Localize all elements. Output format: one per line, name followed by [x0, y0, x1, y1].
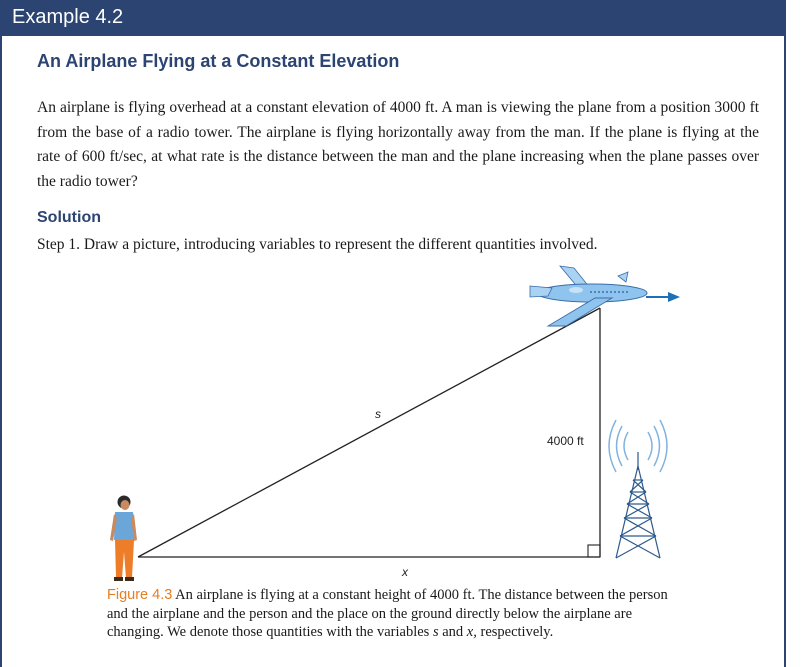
- base-label: x: [402, 565, 408, 579]
- figure-caption: [107, 586, 687, 642]
- hyp-label: s: [375, 407, 381, 421]
- solution-heading: Solution: [37, 209, 101, 226]
- example-header-title: Example 4.2: [12, 6, 124, 28]
- problem-text-2: A man is viewing the plane from a position: [441, 99, 711, 116]
- example-title: An Airplane Flying at a Constant Elevation: [37, 51, 400, 71]
- direction-arrow-icon: [646, 292, 680, 302]
- problem-text-4: at what rate is the distance between the man and the plane increasing when the plane passes over the radio tower?: [37, 148, 760, 190]
- person-icon: [110, 496, 137, 582]
- problem-text-3: from the base of a radio tower. The airplane is flying horizontally away from the man. If the plane is flying at the rate of: [37, 123, 759, 165]
- caption-label: Figure 4.3: [107, 587, 173, 603]
- problem-elevation: 4000 ft.: [389, 99, 439, 116]
- caption-end: respectively.: [480, 624, 554, 640]
- problem-distance: 3000 ft: [714, 99, 760, 116]
- radio-tower-icon: [616, 452, 660, 558]
- hypotenuse-line: [138, 308, 600, 557]
- problem-text-1: An airplane is flying overhead at a constant elevation of: [37, 99, 386, 116]
- caption-var-x: x,: [466, 624, 477, 640]
- problem-rate: 600 ft/sec,: [81, 148, 147, 165]
- caption-var-s: s: [432, 624, 439, 640]
- height-label: 4000 ft: [547, 434, 584, 448]
- caption-and: and: [442, 624, 464, 640]
- airplane-icon: [530, 266, 647, 326]
- right-angle-mark: [588, 545, 600, 557]
- solution-step-1: Step 1. Draw a picture, introducing variables to represent the different quantities involved.: [37, 236, 598, 253]
- caption-text: An airplane is flying at a constant height of 4000 ft. The distance between the person and the airplane and the person and the place on the ground directly below the airplane are changing. We denote those quantities with the variables: [107, 587, 668, 640]
